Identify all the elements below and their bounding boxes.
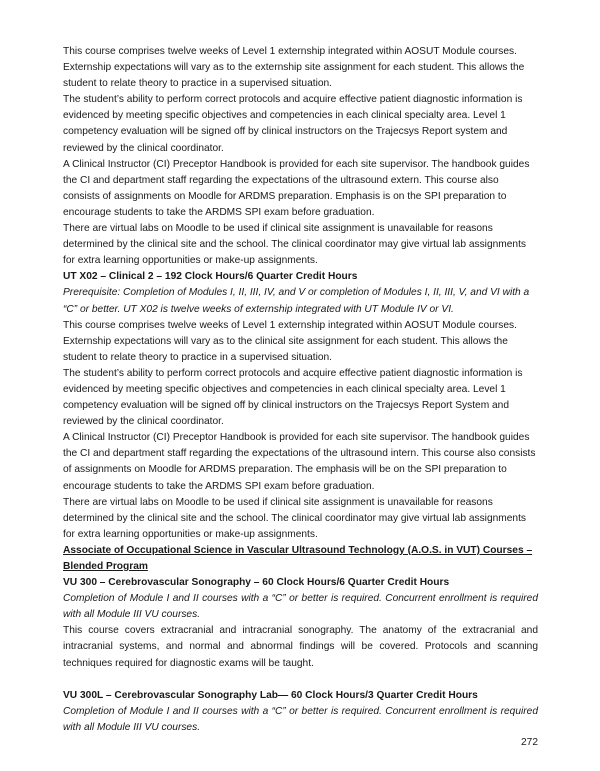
course-prerequisite: Completion of Module I and II courses with a “C” or better is required. Concurrent enrollment is required with all Module III VU courses. [63, 705, 538, 733]
course-prerequisite: Prerequisite: Completion of Modules I, II, III, IV, and V or completion of Modules I, II, III, V, and VI with a “C” or better. UT X02 is twelve weeks of externship integrated with UT Module IV or VI. [63, 287, 530, 315]
course-title: VU 300 – Cerebrovascular Sonography – 60 Clock Hours/6 Quarter Credit Hours [63, 577, 450, 589]
intro-section [63, 44, 538, 269]
course-ut-x02 [63, 269, 538, 543]
course-title: UT X02 – Clinical 2 – 192 Clock Hours/6 Quarter Credit Hours [63, 271, 358, 283]
vut-section [63, 543, 538, 736]
course-paragraph: A Clinical Instructor (CI) Preceptor Handbook is provided for each site supervisor. The handbook guides the CI and department staff regarding the expectations of the ultrasound intern. This course also consists of assignments on Moodle for ARDMS preparation. The emphasis will be on the SPI preparation to encourage students to take the ARDMS SPI exam before graduation. [63, 432, 536, 492]
intro-paragraph: The student’s ability to perform correct protocols and acquire effective patient diagnostic information is evidenced by meeting specific objectives and competencies in each clinical specialty area. Level 1 competency evaluation will be signed off by clinical instructors on the Trajecsys Report system and reviewed by the clinical coordinator. [63, 94, 523, 154]
page-number: 272 [521, 737, 538, 748]
intro-paragraph: There are virtual labs on Moodle to be used if clinical site assignment is unavailable for reasons determined by the clinical site and the school. The clinical coordinator may give virtual lab assignments for extra learning opportunities or make-up assignments. [63, 223, 527, 267]
course-paragraph: There are virtual labs on Moodle to be used if clinical site assignment is unavailable for reasons determined by the clinical site and the school. The clinical coordinator may give virtual lab assignments for extra learning opportunities or make-up assignments. [63, 496, 527, 540]
course-prerequisite: Completion of Module I and II courses with a “C” or better is required. Concurrent enrollment is required with all Module III VU courses. [63, 593, 538, 621]
course-vu-300l [63, 688, 538, 736]
intro-paragraph: A Clinical Instructor (CI) Preceptor Handbook is provided for each site supervisor. The handbook guides the CI and department staff regarding the expectations of the ultrasound extern. This course also consists of assignments on Moodle for ARDMS preparation. Emphasis is on the SPI preparation to encourage students to take the ARDMS SPI exam before graduation. [63, 158, 530, 218]
course-vu-300 [63, 575, 538, 672]
course-paragraph: This course comprises twelve weeks of Level 1 externship integrated within AOSUT Module courses. Externship expectations will vary as to the clinical site assignment for each student. This allows the student to relate theory to practice in a supervised situation. [63, 319, 517, 363]
intro-paragraph: This course comprises twelve weeks of Level 1 externship integrated within AOSUT Module courses. Externship expectations will vary as to the externship site assignment for each student. This allows the student to relate theory to practice in a supervised situation. [63, 46, 525, 90]
course-paragraph: The student’s ability to perform correct protocols and acquire effective patient diagnostic information is evidenced by meeting specific objectives and competencies in each clinical specialty area. Level 1 competency evaluation will be signed off by clinical instructors on the Trajecsys Report System and reviewed by the clinical coordinator. [63, 367, 523, 428]
course-description: This course covers extracranial and intracranial sonography. The anatomy of the extracranial and intracranial systems, and normal and abnormal findings will be covered. Protocols and scanning techniques required for diagnostic exams will be taught. [63, 625, 538, 669]
course-title: VU 300L – Cerebrovascular Sonography Lab— 60 Clock Hours/3 Quarter Credit Hours [63, 689, 478, 701]
document-page [63, 44, 538, 736]
section-heading: Associate of Occupational Science in Vascular Ultrasound Technology (A.O.S. in VUT) Courses – Blended Program [63, 544, 533, 572]
